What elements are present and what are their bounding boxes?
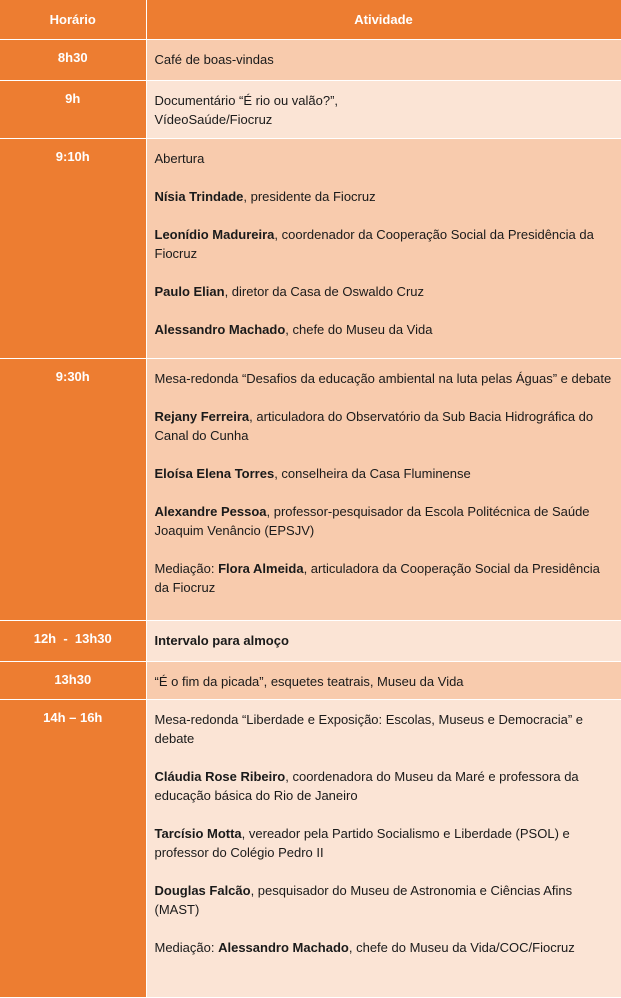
row-time: 12h - 13h30: [0, 621, 146, 662]
participant-name: Rejany Ferreira: [154, 409, 250, 424]
participant-name: Leonídio Madureira: [154, 227, 275, 242]
activity-line: “É o fim da picada”, esquetes teatrais, Museu da Vida: [154, 674, 464, 689]
schedule-row: [0, 621, 621, 662]
participant-role: , chefe do Museu da Vida/COC/Fiocruz: [348, 940, 575, 955]
participant-line: [155, 187, 614, 206]
participant-role: , professor-pesquisador da Escola Politécnica de Saúde Joaquim Venâncio (EPSJV): [154, 504, 590, 538]
participant-role: , articuladora da Cooperação Social da Presidência da Fiocruz: [154, 561, 600, 595]
schedule-row: [0, 40, 621, 81]
moderator-line: [155, 938, 614, 957]
participant-name: Eloísa Elena Torres: [154, 466, 275, 481]
row-activity: [146, 700, 621, 998]
row-time: 9h: [0, 81, 146, 139]
participant-name: Alexandre Pessoa: [154, 504, 267, 519]
schedule-row: [0, 359, 621, 621]
participant-line: [155, 464, 614, 483]
row-time: 9:10h: [0, 139, 146, 359]
participant-role: , chefe do Museu da Vida: [285, 322, 433, 337]
schedule-row: [0, 81, 621, 139]
moderator-prefix: Mediação:: [154, 940, 219, 955]
participant-line: [155, 320, 614, 339]
header-time: Horário: [0, 0, 146, 40]
schedule-row: [0, 139, 621, 359]
activity-line: Café de boas-vindas: [154, 52, 274, 67]
participant-line: [155, 881, 614, 919]
participant-name: Paulo Elian: [154, 284, 225, 299]
participant-role: , coordenador da Cooperação Social da Presidência da Fiocruz: [154, 227, 594, 261]
row-activity: [146, 139, 621, 359]
participant-name: Flora Almeida: [218, 561, 304, 576]
participant-name: Nísia Trindade: [154, 189, 244, 204]
moderator-line: [155, 559, 614, 597]
participant-role: , vereador pela Partido Socialismo e Liberdade (PSOL) e professor do Colégio Pedro II: [154, 826, 570, 860]
row-activity: [146, 662, 621, 700]
row-time: 14h – 16h: [0, 700, 146, 998]
participant-role: , conselheira da Casa Fluminense: [274, 466, 471, 481]
row-activity: [146, 359, 621, 621]
participant-name: Douglas Falcão: [154, 883, 251, 898]
participant-line: [155, 767, 614, 805]
participant-line: [155, 502, 614, 540]
participant-line: [155, 225, 614, 263]
participant-line: [155, 824, 614, 862]
participant-role: , presidente da Fiocruz: [243, 189, 376, 204]
row-time: 9:30h: [0, 359, 146, 621]
participant-name: Alessandro Machado: [154, 322, 286, 337]
participant-line: [155, 282, 614, 301]
header-activity: Atividade: [146, 0, 621, 40]
activity-line: Intervalo para almoço: [154, 633, 289, 648]
participant-name: Tarcísio Motta: [154, 826, 242, 841]
activity-line: Documentário “É rio ou valão?”, VídeoSaúde/Fiocruz: [154, 93, 339, 127]
row-time: 8h30: [0, 40, 146, 81]
row-activity: [146, 621, 621, 662]
participant-line: [155, 407, 614, 445]
moderator-prefix: Mediação:: [154, 561, 219, 576]
participant-name: Cláudia Rose Ribeiro: [154, 769, 286, 784]
schedule-row: [0, 700, 621, 998]
activity-line: Abertura: [154, 151, 205, 166]
schedule-row: [0, 662, 621, 700]
row-activity: [146, 40, 621, 81]
row-time: 13h30: [0, 662, 146, 700]
activity-line: Mesa-redonda “Liberdade e Exposição: Escolas, Museus e Democracia” e debate: [154, 712, 583, 746]
participant-name: Alessandro Machado: [218, 940, 349, 955]
participant-role: , articuladora do Observatório da Sub Bacia Hidrográfica do Canal do Cunha: [154, 409, 594, 443]
header-row: [0, 0, 621, 40]
participant-role: , diretor da Casa de Oswaldo Cruz: [224, 284, 425, 299]
participant-role: , coordenadora do Museu da Maré e professora da educação básica do Rio de Janeiro: [154, 769, 579, 803]
activity-line: Mesa-redonda “Desafios da educação ambiental na luta pelas Águas” e debate: [154, 371, 612, 386]
row-activity: [146, 81, 621, 139]
participant-role: , pesquisador do Museu de Astronomia e Ciências Afins (MAST): [154, 883, 573, 917]
